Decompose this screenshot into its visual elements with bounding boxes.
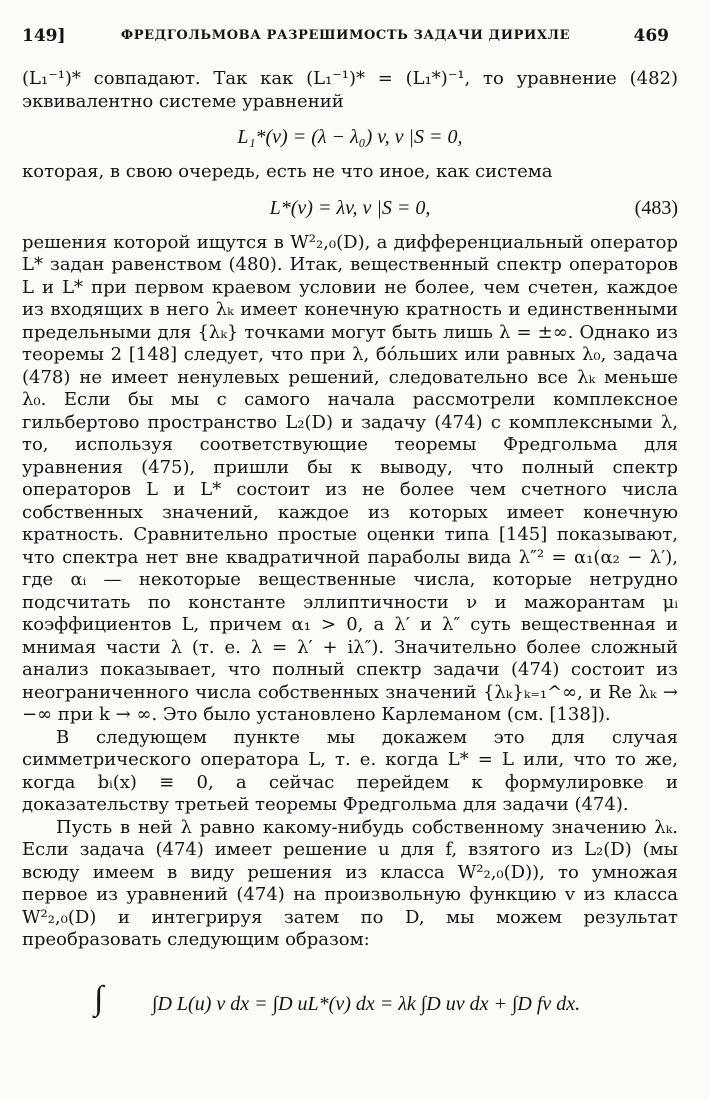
paragraph-4: В следующем пункте мы докажем это для случая симметрического оператора L, т. е. когда L* = L или, что то же, когда bᵢ(x) ≡ 0, а сейчас перейдем к формулировке и доказательству третьей теоремы Фредгольма для задачи (474). bbox=[22, 726, 678, 815]
equation-number-483: (483) bbox=[634, 196, 678, 219]
equation-483: L*(v) = λv, v |S = 0, bbox=[269, 196, 431, 219]
integral-formula-text: ∫D L(u) v dx = ∫D uL*(v) dx = λk ∫D uv dx + ∫D fv dx. bbox=[152, 992, 581, 1015]
svg-text:∫: ∫ bbox=[94, 979, 104, 1017]
integral-formula bbox=[22, 974, 678, 1038]
equation-483-row bbox=[22, 196, 678, 220]
running-title: ФРЕДГОЛЬМОВА РАЗРЕШИМОСТЬ ЗАДАЧИ ДИРИХЛЕ bbox=[120, 28, 571, 43]
paragraph-1: (L₁⁻¹)* совпадают. Так как (L₁⁻¹)* = (L₁*)⁻¹, то уравнение (482) эквивалентно системе уравнений bbox=[22, 68, 678, 112]
paragraph-3: решения которой ищутся в W²₂,₀(D), а дифференциальный оператор L* задан равенством (480). Итак, вещественный спектр операторов L и L* при первом краевом условии не более, чем счетен, каждое из входящих в него λₖ имеет конечную кратность и единственными предельными для {λₖ} точками могут быть лишь λ = ±∞. Однако из теоремы 2 [148] следует, что при λ, бо́льших или равных λ₀, задача (478) не имеет ненулевых решений, следовательно все λₖ меньше λ₀. Если бы мы с самого начала рассмотрели комплексное гильбертово пространство L₂(D) и задачу (474) с комплексными λ, то, используя соответствующие теоремы Фредгольма для уравнения (475), пришли бы к выводу, что полный спектр операторов L и L* состоит из не более чем счетного числа собственных значений, каждое из которых имеет конечную кратность. Сравнительно простые оценки типа [145] показывают, что спектра нет вне квадратичной параболы вида λ″² = α₁(α₂ − λ′), где αᵢ — некоторые вещественные числа, которые нетрудно подсчитать по константе эллиптичности ν и мажорантам μᵢ коэффициентов L, причем α₁ > 0, а λ′ и λ″ суть вещественная и мнимая части λ (т. е. λ = λ′ + iλ″). Значительно более сложный анализ показывает, что полный спектр задачи (474) состоит из неограниченного числа собственных значений {λₖ}ₖ₌₁^∞, и Re λₖ → −∞ при k → ∞. Это было установлено Карлеманом (см. [138]). bbox=[22, 231, 678, 725]
paragraph-5: Пусть в ней λ равно какому-нибудь собственному значению λₖ. Если задача (474) имеет решение u для f, взятого из L₂(D) (мы всюду имеем в виду решения из класса W²₂,₀(D)), то умножая первое из уравнений (474) на произвольную функцию v из класса W²₂,₀(D) и интегрируя затем по D, мы можем результат преобразовать следующим образом: bbox=[22, 816, 678, 950]
page-body bbox=[22, 68, 678, 1044]
page-number: 469 bbox=[633, 26, 669, 46]
running-header bbox=[22, 26, 669, 50]
section-number: 149] bbox=[22, 26, 66, 46]
equation-l1-star: L₁*(v) = (λ − λ₀) v, v |S = 0, bbox=[237, 126, 463, 148]
paragraph-2: которая, в свою очередь, есть не что иное, как система bbox=[22, 161, 553, 182]
